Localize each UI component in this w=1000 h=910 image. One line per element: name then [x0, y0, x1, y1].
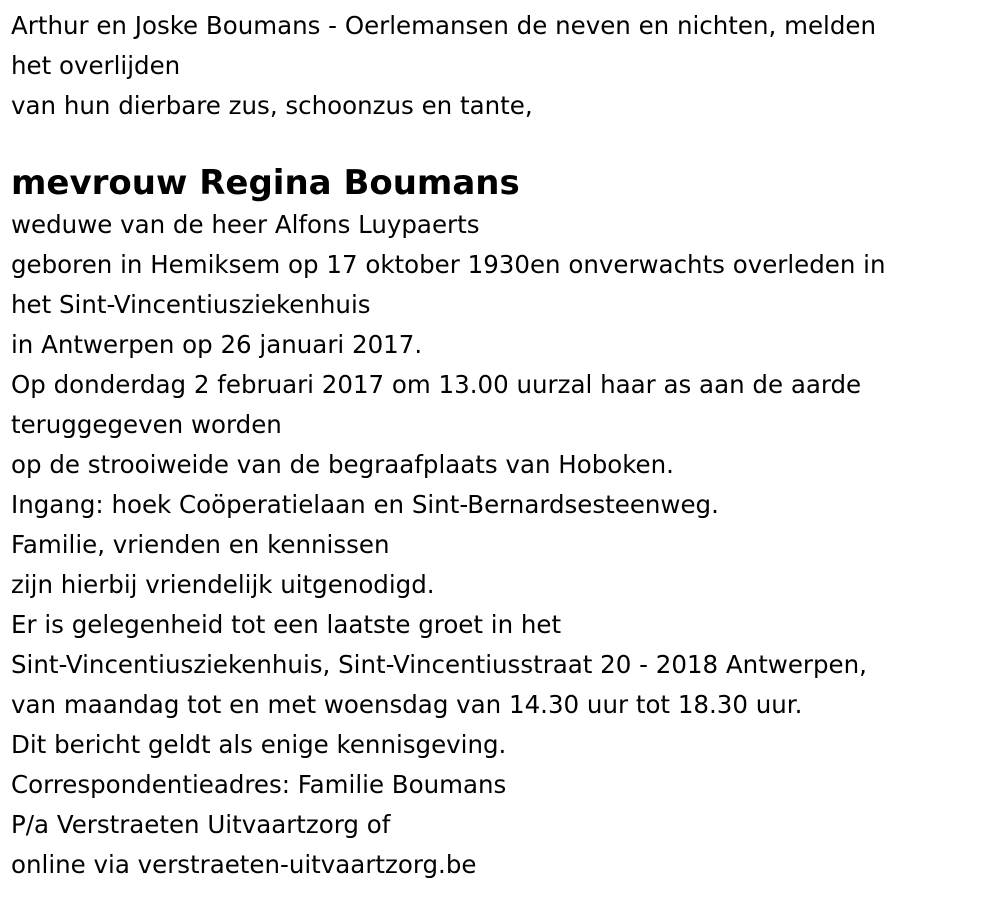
- deceased-name: mevrouw Regina Boumans: [11, 163, 520, 203]
- body-line: in Antwerpen op 26 januari 2017.: [11, 330, 423, 359]
- death-notice: [11, 6, 991, 885]
- body-line: P/a Verstraeten Uitvaartzorg of: [11, 810, 391, 839]
- body-line: Sint-Vincentiusziekenhuis, Sint-Vincentiusstraat 20 - 2018 Antwerpen,: [11, 650, 867, 679]
- body-line: Op donderdag 2 februari 2017 om 13.00 uurzal haar as aan de aarde: [11, 370, 862, 399]
- body-line: weduwe van de heer Alfons Luypaerts: [11, 210, 480, 239]
- body-line: geboren in Hemiksem op 17 oktober 1930en onverwachts overleden in: [11, 250, 886, 279]
- section-spacer: [11, 126, 991, 161]
- intro-line-2: het overlijden: [11, 51, 181, 80]
- body-line: het Sint-Vincentiusziekenhuis: [11, 290, 371, 319]
- body-line: op de strooiweide van de begraafplaats van Hoboken.: [11, 450, 674, 479]
- body-line: teruggegeven worden: [11, 410, 282, 439]
- body-line: zijn hierbij vriendelijk uitgenodigd.: [11, 570, 435, 599]
- body-line: Ingang: hoek Coöperatielaan en Sint-Bernardsesteenweg.: [11, 490, 719, 519]
- body-line: Familie, vrienden en kennissen: [11, 530, 390, 559]
- intro-line-3: van hun dierbare zus, schoonzus en tante,: [11, 91, 533, 120]
- body-line: Dit bericht geldt als enige kennisgeving.: [11, 730, 507, 759]
- body-line: online via verstraeten-uitvaartzorg.be: [11, 850, 477, 879]
- body-line: Er is gelegenheid tot een laatste groet in het: [11, 610, 562, 639]
- body-line: Correspondentieadres: Familie Boumans: [11, 770, 507, 799]
- body-line: van maandag tot en met woensdag van 14.30 uur tot 18.30 uur.: [11, 690, 803, 719]
- intro-line-1: Arthur en Joske Boumans - Oerlemansen de neven en nichten, melden: [11, 11, 876, 40]
